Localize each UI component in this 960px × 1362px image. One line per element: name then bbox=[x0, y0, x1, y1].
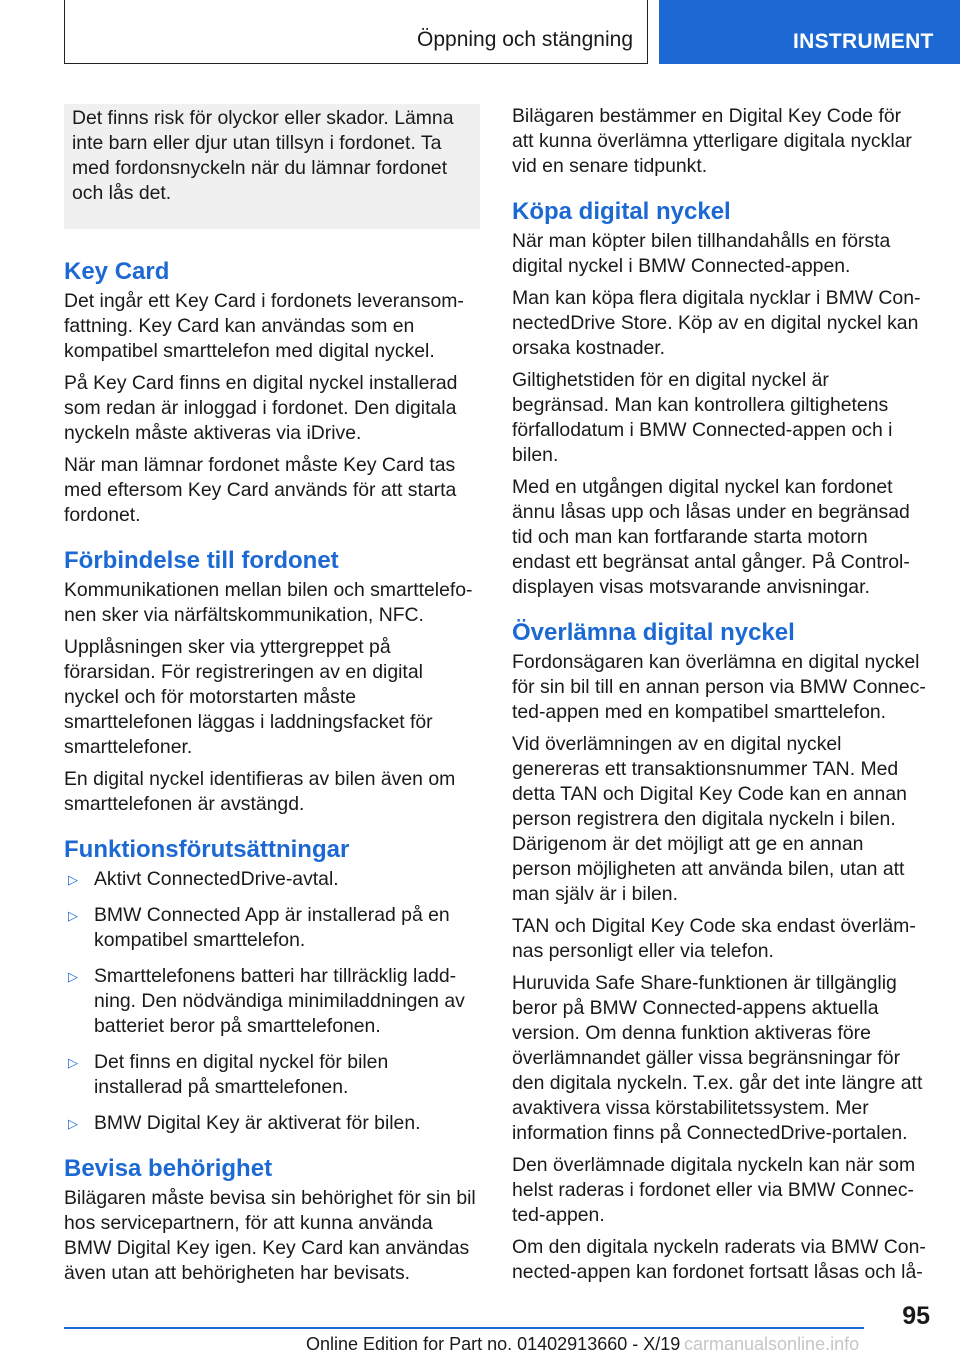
warning-box bbox=[64, 104, 480, 229]
right-column bbox=[512, 104, 928, 1303]
list-item: ▷ Smarttelefonens batteri har tillräcklig laddning. Den nödvändiga minimiladdningen av batteriet beror på smarttelefonen. bbox=[68, 965, 465, 1037]
triangle-right-icon: ▷ bbox=[68, 872, 78, 887]
paragraph: När man lämnar fordonet måste Key Card tas med eftersom Key Card används för att starta fordonet. bbox=[64, 454, 457, 526]
chapter-tab[interactable] bbox=[659, 0, 960, 64]
section-heading: Överlämna digital nyckel bbox=[512, 619, 795, 646]
triangle-right-icon: ▷ bbox=[68, 1116, 78, 1131]
paragraph: Kommunikationen mellan bilen och smarttelefonen sker via närfältskommunikation, NFC. bbox=[64, 579, 473, 626]
list-item: ▷ Aktivt ConnectedDrive-avtal. bbox=[68, 868, 339, 890]
chapter-tab-label: INSTRUMENT bbox=[793, 30, 934, 53]
section-heading: Förbindelse till fordonet bbox=[64, 547, 339, 574]
section-hand-over bbox=[512, 618, 928, 1285]
section-buy-key bbox=[512, 197, 928, 600]
watermark: carmanualsonline.info bbox=[684, 1334, 860, 1354]
requirements-list bbox=[64, 867, 480, 1136]
paragraph: En digital nyckel identifieras av bilen även om smarttelefonen är avstängd. bbox=[64, 768, 456, 815]
section-key-card bbox=[64, 257, 480, 528]
paragraph: Fordonsägaren kan överlämna en digital nyckel för sin bil till en annan person via BMW Connected-appen med en kompatibel smarttelefon. bbox=[512, 651, 926, 723]
paragraph: Huruvida Safe Share-funktionen är tillgänglig beror på BMW Connected-appens aktuella version. Om denna funktion aktiveras före överlämnandet gäller vissa begränsningar för den digitala nyckeln. T.ex. går det inte längre att avaktivera vissa körstabilitetssystem. Mer information finns på ConnectedDrive-portalen. bbox=[512, 972, 923, 1144]
section-title-box bbox=[64, 0, 648, 64]
paragraph: Giltighetstiden för en digital nyckel är begränsad. Man kan kontrollera giltighetens förfallodatum i BMW Connected-appen och i bilen. bbox=[512, 369, 893, 466]
section-connection bbox=[64, 546, 480, 817]
paragraph: Med en utgången digital nyckel kan fordonet ännu låsas upp och låsas under en begränsad tid och man kan fortfarande starta motorn endast ett begränsat antal gånger. På Control-displayen visas motsvarande anvisningar. bbox=[512, 476, 910, 598]
list-item: ▷ Det finns en digital nyckel för bilen installerad på smarttelefonen. bbox=[68, 1051, 389, 1098]
list-item: ▷ BMW Connected App är installerad på en kompatibel smarttelefon. bbox=[68, 904, 450, 951]
section-authorization bbox=[64, 1154, 480, 1286]
paragraph: På Key Card finns en digital nyckel installerad som redan är inloggad i fordonet. Den digitala nyckeln måste aktiveras via iDrive. bbox=[64, 372, 458, 444]
section-heading: Funktionsförutsättningar bbox=[64, 836, 350, 863]
paragraph: Det ingår ett Key Card i fordonets leveransomfattning. Key Card kan användas som en kompatibel smarttelefon med digital nyckel. bbox=[64, 290, 464, 362]
paragraph: När man köpter bilen tillhandahålls en första digital nyckel i BMW Connected-appen. bbox=[512, 230, 891, 277]
paragraph: TAN och Digital Key Code ska endast överlämnas personligt eller via telefon. bbox=[512, 915, 916, 962]
intro-block bbox=[512, 104, 928, 179]
section-requirements bbox=[64, 835, 480, 1136]
left-column bbox=[64, 104, 480, 1304]
list-item: ▷ BMW Digital Key är aktiverat för bilen. bbox=[68, 1112, 421, 1134]
paragraph: Man kan köpa flera digitala nycklar i BMW ConnectedDrive Store. Köp av en digital nyckel kan orsaka kostnader. bbox=[512, 287, 921, 359]
paragraph: Bilägaren bestämmer en Digital Key Code för att kunna överlämna ytterligare digitala nycklar vid en senare tidpunkt. bbox=[512, 105, 912, 177]
paragraph: Upplåsningen sker via yttergreppet på förarsidan. För registreringen av en digital nyckel och för motorstarten måste smarttelefonen läggas i laddningsfacket för smarttelefoner. bbox=[64, 636, 433, 758]
triangle-right-icon: ▷ bbox=[68, 908, 78, 923]
footer-divider bbox=[64, 1327, 864, 1329]
section-heading: Köpa digital nyckel bbox=[512, 198, 731, 225]
triangle-right-icon: ▷ bbox=[68, 969, 78, 984]
edition-text: Online Edition for Part no. 01402913660 - X/19 bbox=[306, 1334, 681, 1354]
section-heading: Key Card bbox=[64, 258, 170, 285]
section-title: Öppning och stängning bbox=[417, 28, 633, 51]
warning-text: Det finns risk för olyckor eller skador. Lämna inte barn eller djur utan tillsyn i fordonet. Ta med fordonsnyckeln när du lämnar fordonet och lås det. bbox=[72, 107, 454, 204]
page-header bbox=[0, 0, 960, 66]
page-number: 95 bbox=[902, 1302, 930, 1330]
paragraph: Den överlämnade digitala nyckeln kan när som helst raderas i fordonet eller via BMW Connected-appen. bbox=[512, 1154, 916, 1226]
paragraph: Bilägaren måste bevisa sin behörighet för sin bil hos servicepartnern, för att kunna använda BMW Digital Key igen. Key Card kan användas även utan att behörigheten har bevisats. bbox=[64, 1187, 476, 1284]
section-heading: Bevisa behörighet bbox=[64, 1155, 273, 1182]
triangle-right-icon: ▷ bbox=[68, 1055, 78, 1070]
paragraph: Vid överlämningen av en digital nyckel genereras ett transaktionsnummer TAN. Med detta TAN och Digital Key Code kan en annan person registrera den digitala nyckeln i bilen. Därigenom är det möjligt att ge en annan person möjligheten att använda bilen, utan att man själv är i bilen. bbox=[512, 733, 907, 905]
paragraph: Om den digitala nyckeln raderats via BMW Connected-appen kan fordonet fortsatt låsas och lå- bbox=[512, 1236, 926, 1283]
